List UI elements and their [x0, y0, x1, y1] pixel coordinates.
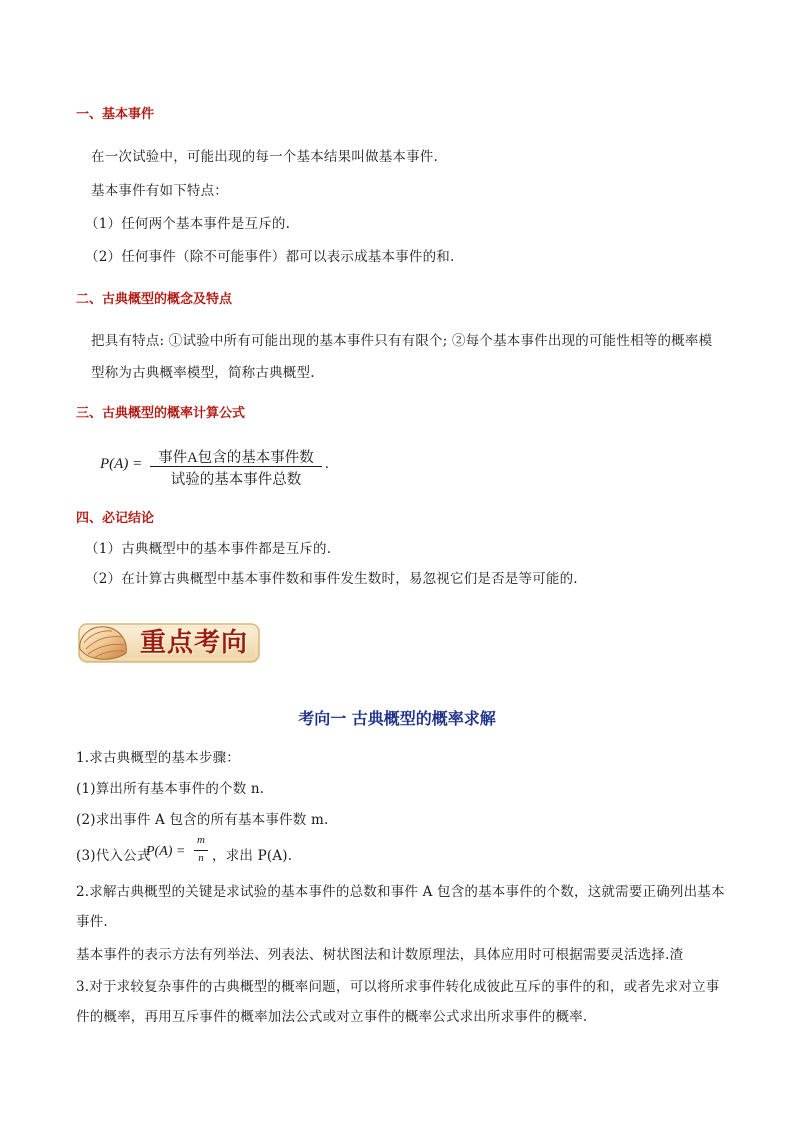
step3-lhs: P(A) =	[146, 844, 186, 859]
list-item: (1)算出所有基本事件的个数 n.	[76, 781, 265, 797]
paragraph: 把具有特点: ①试验中所有可能出现的基本事件只有有限个; ②每个基本事件出现的可能性相等的概率模	[91, 333, 713, 349]
step3-prefix: (3)代入公式	[76, 848, 151, 864]
section-heading-classical-model: 二、古典概型的概念及特点	[76, 292, 233, 307]
fraction-bar	[150, 466, 322, 467]
step3-denominator: n	[198, 852, 204, 864]
paragraph: 2.求解古典概型的关键是求试验的基本事件的总数和事件 A 包含的基本事件的个数，这就需要正确列出基本	[76, 884, 725, 900]
formula-numerator: 事件A包含的基本事件数	[158, 450, 314, 466]
list-item: （2）在计算古典概型中基本事件数和事件发生数时，易忽视它们是否是等可能的.	[85, 571, 578, 587]
list-item: （1）任何两个基本事件是互斥的.	[85, 216, 291, 232]
direction-title: 考向一 古典概型的概率求解	[298, 709, 496, 728]
formula-lhs: P(A) =	[100, 456, 143, 472]
formula-period: .	[325, 456, 329, 472]
list-item: (2)求出事件 A 包含的所有基本事件数 m.	[76, 812, 329, 828]
key-direction-banner	[76, 619, 262, 667]
fraction-bar	[194, 850, 208, 851]
paragraph: 基本事件有如下特点：	[91, 183, 228, 199]
section-heading-probability-formula: 三、古典概型的概率计算公式	[76, 406, 246, 421]
paragraph: 基本事件的表示方法有列举法、列表法、树状图法和计数原理法，具体应用时可根据需要灵活选择.渣	[76, 947, 684, 963]
step3-numerator: m	[197, 834, 205, 846]
list-item: （2）任何事件（除不可能事件）都可以表示成基本事件的和.	[85, 249, 455, 265]
paragraph: 1.求古典概型的基本步骤：	[76, 750, 240, 766]
paragraph: 在一次试验中，可能出现的每一个基本结果叫做基本事件.	[91, 149, 438, 165]
paragraph: 件的概率，再用互斥事件的概率加法公式或对立事件的概率公式求出所求事件的概率.	[76, 1009, 588, 1025]
step3-suffix: ，求出 P(A).	[212, 848, 293, 864]
section-heading-conclusions: 四、必记结论	[76, 511, 155, 526]
paragraph: 3.对于求较复杂事件的古典概型的概率问题，可以将所求事件转化成彼此互斥的事件的和，或者先求对立事	[76, 979, 720, 995]
formula-denominator: 试验的基本事件总数	[170, 472, 302, 488]
list-item: （1）古典概型中的基本事件都是互斥的.	[85, 541, 332, 557]
paragraph: 型称为古典概率模型，简称古典概型.	[91, 365, 315, 381]
section-heading-basic-event: 一、基本事件	[76, 107, 155, 122]
banner-text: 重点考向	[139, 628, 248, 658]
paragraph: 事件.	[76, 914, 108, 930]
